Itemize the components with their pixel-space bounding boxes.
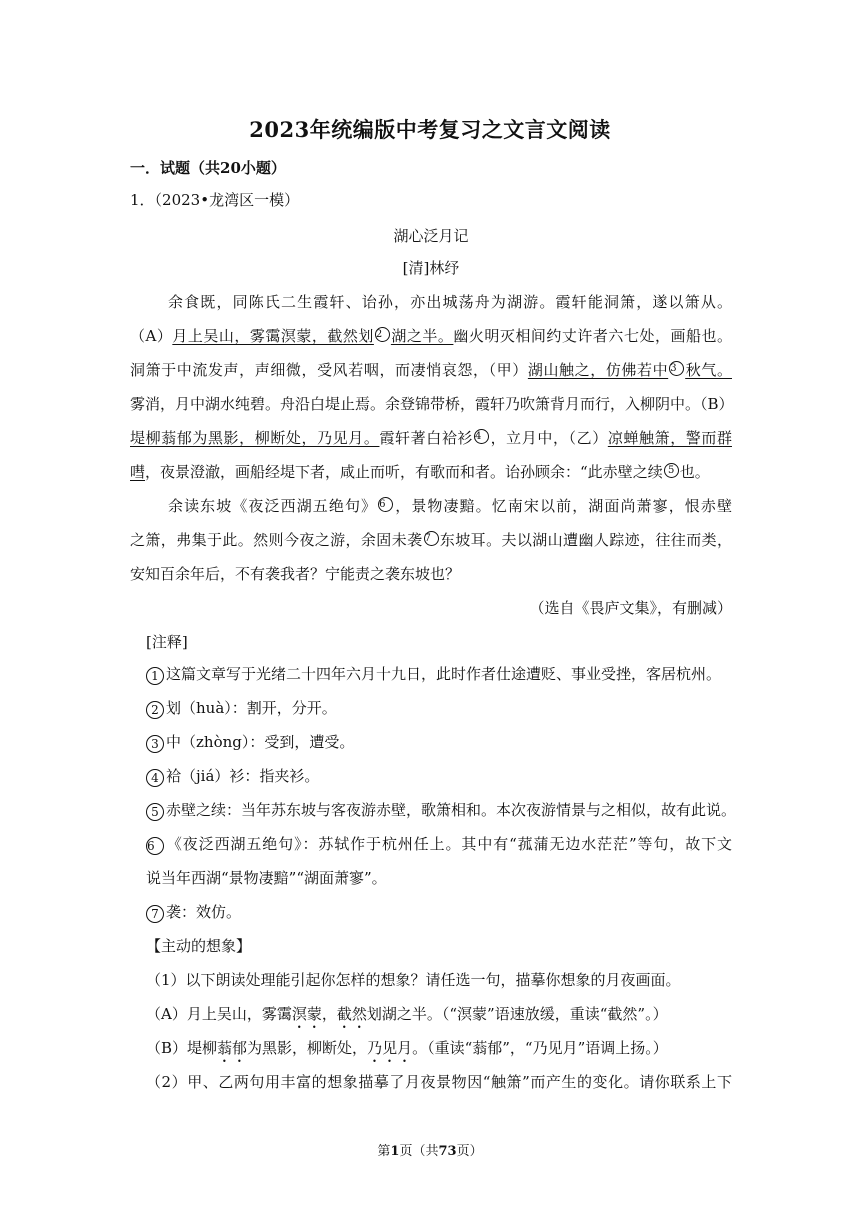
reading-option-a (146, 1004, 732, 1024)
note-item (146, 834, 732, 854)
emphasized-text: 溟蒙 (291, 1005, 322, 1023)
note-text: 中（zhòng）：受到，遭受。 (166, 733, 355, 751)
passage-text: 余读东坡《夜泛西湖五绝句》 (168, 497, 378, 515)
note-item (146, 732, 732, 752)
note-item (146, 800, 737, 820)
note-item (146, 664, 732, 684)
section-heading: 一．试题（共20小题） (130, 159, 286, 177)
note-marker: 5 (664, 463, 679, 478)
passage-line (130, 326, 732, 346)
underlined-sentence-b: 堤柳蓊郁为黑影，柳断处，乃见月。 (130, 429, 380, 447)
document-title: 2023年统编版中考复习之文言文阅读 (249, 117, 611, 142)
underlined-sentence-jia (528, 361, 732, 379)
reading-option-b (146, 1038, 732, 1058)
note-text: 赤壁之续：当年苏东坡与客夜游赤壁，歌箫相和。本次夜游情景与之相似，故有此说。 (166, 801, 737, 819)
note-text: 袷（jiá）衫：指夹衫。 (166, 767, 320, 785)
question-source: （2023•龙湾区一模） (154, 191, 300, 209)
passage-text: 之箫，弗集于此。然则今夜之游，余固未袭 (130, 531, 423, 549)
note-text: 这篇文章写于光绪二十四年六月十九日，此时作者仕途遭贬、事业受挫，客居杭州。 (166, 665, 722, 683)
total-pages: 73 (438, 1144, 457, 1159)
note-marker: 2 (375, 327, 390, 342)
note-marker: 4 (474, 429, 489, 444)
passage-line: 雾消，月中湖水纯碧。舟沿白堤止焉。余登锦带桥，霞轩乃吹箫背月而行，入柳阴中。（B） (130, 395, 734, 413)
note-number: 5 (146, 803, 164, 821)
note-number: 4 (146, 769, 164, 787)
footer-text: 第 (377, 1144, 391, 1159)
option-text: 划湖之半。（“溟蒙”语速放缓，重读“截然”。） (366, 1005, 668, 1023)
footer-text: 页（共 (399, 1144, 439, 1159)
note-marker: 6 (378, 497, 393, 512)
note-item (146, 698, 732, 718)
passage-line (130, 360, 732, 380)
label-a: （A） (130, 327, 173, 345)
passage-source: （选自《畏庐文集》，有删减） (529, 599, 732, 617)
passage-text: 霞轩著白袷衫 (379, 429, 473, 447)
emphasized-text: 乃见月 (367, 1039, 413, 1057)
question-header (130, 190, 732, 210)
note-number: 3 (146, 735, 164, 753)
footer-text: 页） (456, 1144, 483, 1159)
page-number: 1 (390, 1144, 400, 1159)
option-text: ， (321, 1005, 337, 1023)
note-number: 6 (146, 837, 164, 855)
passage-text: ，立月中，（乙） (490, 429, 608, 447)
passage-text: 幽火明灭相间约丈许者六七处，画船也。 (453, 327, 732, 345)
passage-text: ，夜景澄澈，画船经堤下者，咸止而听，有歌而和者。诒孙顾余：“此赤壁之续 (145, 463, 663, 481)
note-number: 7 (146, 905, 164, 923)
option-text: 。（重读“蓊郁”，“乃见月”语调上扬。） (412, 1039, 668, 1057)
underlined-sentence-yi-end: 嘒 (130, 463, 146, 481)
sentence-a-part: 月上吴山，雾霭溟蒙，截然划 (172, 327, 374, 345)
note-text: 《夜泛西湖五绝句》：苏轼作于杭州任上。其中有“菰蒲无边水茫茫”等句，故下文 (166, 835, 732, 853)
note-marker: 7 (424, 531, 439, 546)
note-text: 袭：效仿。 (166, 903, 242, 921)
passage-line (130, 428, 732, 448)
passage-line (130, 530, 732, 550)
option-text: （B）堤柳 (146, 1039, 218, 1057)
passage-line (168, 496, 732, 516)
sentence-jia-part: 湖山触之，仿佛若中 (527, 361, 669, 379)
note-marker: 3 (669, 361, 684, 376)
passage-text: 洞箫于中流发声，声细微，受风若咽，而凄悄哀怨，（甲） (130, 361, 528, 379)
option-text: 为黑影，柳断处， (247, 1039, 368, 1057)
passage-author: [清]林纾 (402, 259, 460, 277)
note-item (146, 766, 732, 786)
sentence-a-part: 湖之半。 (390, 327, 454, 345)
sentence-jia-part: 秋气。 (685, 361, 732, 379)
option-text: （A）月上吴山，雾霭 (146, 1005, 292, 1023)
page-footer (0, 1140, 860, 1159)
emphasized-text: 蓊郁 (217, 1039, 248, 1057)
note-item (146, 902, 732, 922)
note-number: 1 (146, 667, 164, 685)
passage-text: 东坡耳。夫以湖山遭幽人踪迹，往往而类， (439, 531, 732, 549)
underlined-sentence-a (172, 327, 453, 345)
notes-heading: [注释] (146, 633, 188, 651)
passage-title: 湖心泛月记 (393, 227, 469, 245)
emphasized-text: 截然 (336, 1005, 367, 1023)
passage-text: 也。 (679, 463, 710, 481)
subquestion-2: （2）甲、乙两句用丰富的想象描摹了月夜景物因“触箫”而产生的变化。请你联系上下 (146, 1073, 732, 1091)
passage-text: ，景物凄黯。忆南宋以前，湖面尚萧寥，恨赤壁 (394, 497, 732, 515)
question-number: 1． (130, 191, 155, 209)
note-text: 划（huà）：割开，分开。 (166, 699, 337, 717)
passage-line: 安知百余年后，不有袭我者？宁能责之袭东坡也？ (130, 565, 461, 583)
passage-line (130, 462, 732, 482)
note-number: 2 (146, 701, 164, 719)
passage-line: 余食既，同陈氏二生霞轩、诒孙，亦出城荡舟为湖游。霞轩能洞箫，遂以箫从。 (168, 293, 732, 311)
note-item-continued: 说当年西湖“景物凄黯”“湖面萧寥”。 (146, 869, 387, 887)
underlined-sentence-yi: 凉蝉触箫，警而群 (607, 429, 732, 447)
task-heading: 【主动的想象】 (146, 937, 252, 955)
subquestion-1: （1）以下朗读处理能引起你怎样的想象？请任选一句，描摹你想象的月夜画面。 (146, 971, 681, 989)
